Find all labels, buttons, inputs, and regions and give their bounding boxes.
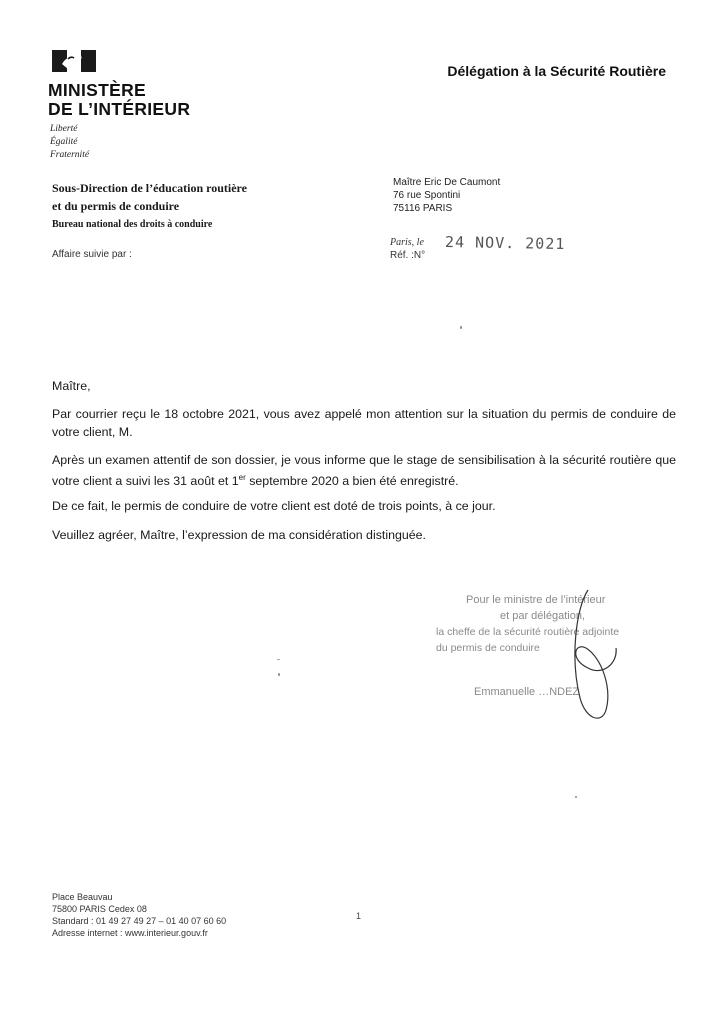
signature-block: [430, 590, 680, 730]
sender-bureau: Bureau national des droits à conduire: [52, 219, 213, 230]
signatory-name: Emmanuelle …NDEZ: [474, 686, 580, 698]
paragraph-2: Après un examen attentif de son dossier, je vous informe que le stage de sensibilisation à la sécurité routière que votre client a suivi les 31 août et 1er septembre 2020 a bien été enregistré.: [52, 453, 676, 489]
dateline-place: Paris, le: [390, 237, 424, 248]
footer-phone: Standard : 01 49 27 49 27 – 01 40 07 60 60: [52, 916, 227, 926]
paragraph-3: De ce fait, le permis de conduire de votre client est doté de trois points, à ce jour.: [52, 499, 496, 513]
salutation: Maître,: [52, 379, 91, 393]
sender-subdirection: Sous-Direction de l’éducation routière: [52, 181, 247, 195]
recipient-name: Maître Eric De Caumont: [393, 177, 501, 188]
sender-subdirection-2: et du permis de conduire: [52, 199, 180, 213]
paragraph-4: Veuillez agréer, Maître, l’expression de ma considération distinguée.: [52, 528, 426, 542]
motto-fraternite: Fraternité: [50, 150, 90, 160]
footer-address-1: Place Beauvau: [52, 892, 113, 902]
ministry-name-line2: DE L’INTÉRIEUR: [48, 99, 191, 119]
marianne-flag-icon: [52, 50, 96, 72]
recipient-street: 76 rue Spontini: [393, 190, 461, 201]
footer-address-2: 75800 PARIS Cedex 08: [52, 904, 147, 914]
recipient-city: 75116 PARIS: [393, 203, 453, 214]
reference-label: Réf. :N°: [390, 250, 426, 261]
handwritten-signature-icon: [558, 588, 628, 728]
signature-line-3: la cheffe de la sécurité routière adjointe: [436, 626, 620, 638]
motto-egalite: Égalité: [50, 137, 78, 147]
ministry-name-line1: MINISTÈRE: [48, 80, 146, 100]
delegation-title: Délégation à la Sécurité Routière: [447, 63, 666, 79]
affaire-suivie: Affaire suivie par :: [52, 249, 132, 260]
signature-line-4: du permis de conduire: [436, 642, 540, 654]
page-number: 1: [356, 911, 362, 921]
signature-line-1: Pour le ministre de l’intérieur: [466, 594, 606, 606]
motto-liberte: Liberté: [50, 124, 78, 134]
paragraph-1: Par courrier reçu le 18 octobre 2021, vous avez appelé mon attention sur la situation du permis de conduire de votre client, M.: [52, 407, 676, 439]
footer-website: Adresse internet : www.interieur.gouv.fr: [52, 928, 208, 938]
signature-line-2: et par délégation,: [500, 610, 586, 622]
date-stamp: 24 NOV. 2021: [444, 232, 566, 254]
